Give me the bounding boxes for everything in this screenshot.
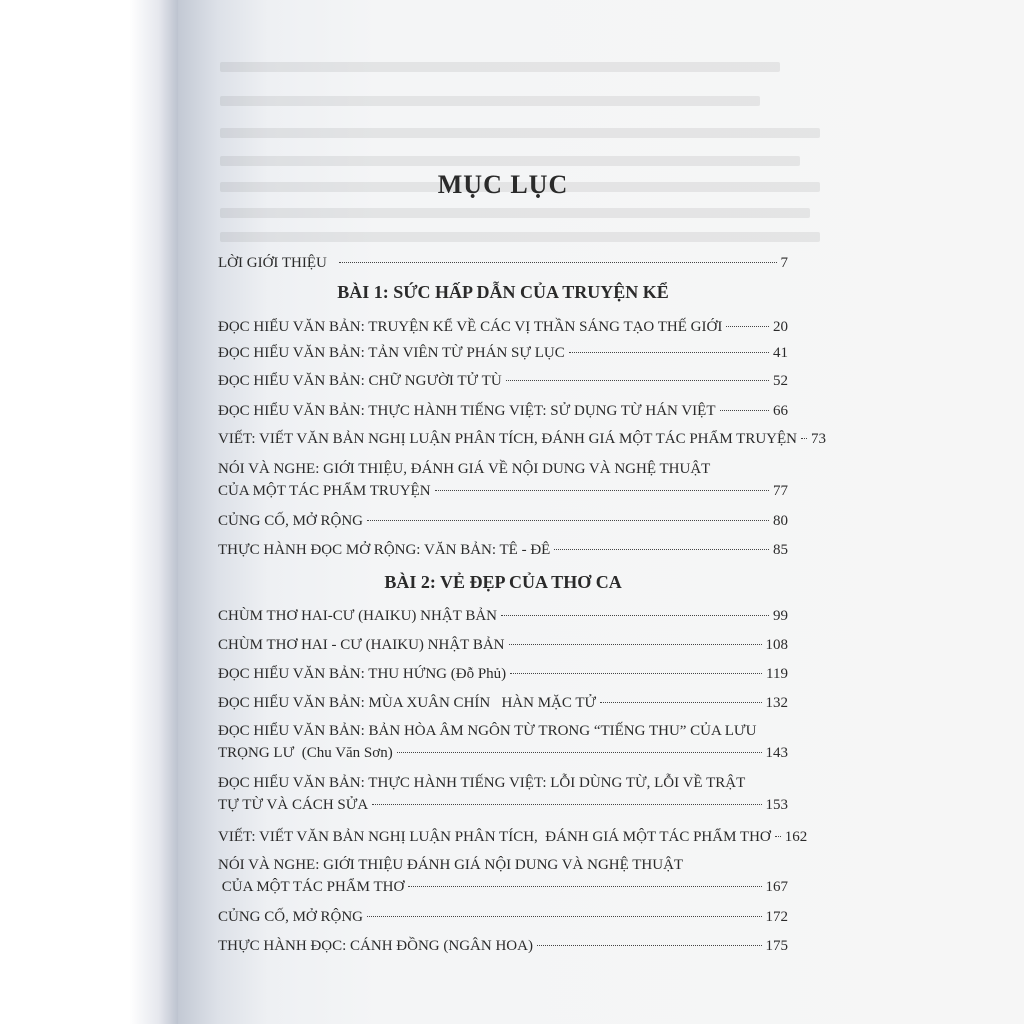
toc-entry — [218, 935, 788, 957]
toc-entry-intro — [218, 252, 788, 274]
toc-page-number: 172 — [765, 909, 788, 925]
toc-entry-text-line1: NÓI VÀ NGHE: GIỚI THIỆU, ĐÁNH GIÁ VỀ NỘI DUNG VÀ NGHỆ THUẬT — [218, 461, 711, 477]
toc-entry-text: ĐỌC HIỂU VĂN BẢN: MÙA XUÂN CHÍN HÀN MẶC TỬ — [218, 695, 597, 711]
dot-leader — [569, 352, 769, 353]
toc-page-number: 153 — [765, 797, 788, 813]
dot-leader — [506, 380, 769, 381]
toc-entry-text: ĐỌC HIỂU VĂN BẢN: THU HỨNG (Đỗ Phủ) — [218, 666, 507, 682]
toc-entry — [218, 370, 788, 392]
toc-entry-text: CHÙM THƠ HAI - CƯ (HAIKU) NHẬT BẢN — [218, 637, 505, 653]
dot-leader — [367, 916, 761, 917]
dot-leader — [367, 520, 769, 521]
section-heading-1: BÀI 1: SỨC HẤP DẪN CỦA TRUYỆN KỂ — [337, 282, 669, 302]
toc-entry-text: ĐỌC HIỂU VĂN BẢN: TRUYỆN KỂ VỀ CÁC VỊ THẦN SÁNG TẠO THẾ GIỚI — [218, 319, 723, 335]
dot-leader — [408, 886, 761, 887]
toc-entry — [218, 692, 788, 714]
toc-entry — [218, 826, 808, 848]
toc-page-number: 85 — [773, 542, 788, 558]
toc-entry — [218, 772, 788, 816]
toc-entry — [218, 510, 788, 532]
toc-entry — [218, 428, 826, 450]
toc-page-number: 175 — [765, 938, 788, 954]
toc-page-number: 132 — [765, 695, 788, 711]
toc-entry-text-line1: ĐỌC HIỂU VĂN BẢN: THỰC HÀNH TIẾNG VIỆT: LỖI DÙNG TỪ, LỖI VỀ TRẬT — [218, 775, 746, 791]
dot-leader — [397, 752, 762, 753]
toc-entry — [218, 720, 788, 764]
toc-page-number: 77 — [773, 483, 788, 499]
toc-page-number: 167 — [765, 879, 788, 895]
toc-entry-text: ĐỌC HIỂU VĂN BẢN: TẢN VIÊN TỪ PHÁN SỰ LỤC — [218, 345, 565, 361]
page-gutter-shadow — [0, 0, 180, 1024]
toc-entry — [218, 854, 788, 898]
toc-entry-text: CỦNG CỐ, MỞ RỘNG — [218, 513, 364, 529]
dot-leader — [537, 945, 762, 946]
toc-entry — [218, 539, 788, 561]
toc-entry-text: VIẾT: VIẾT VĂN BẢN NGHỊ LUẬN PHÂN TÍCH, ĐÁNH GIÁ MỘT TÁC PHẨM TRUYỆN — [218, 431, 797, 447]
dot-leader — [372, 804, 761, 805]
section-heading-2: BÀI 2: VẺ ĐẸP CỦA THƠ CA — [384, 572, 622, 592]
toc-entry-text: LỜI GIỚI THIỆU — [218, 255, 327, 271]
dot-leader — [600, 702, 761, 703]
dot-leader — [501, 615, 769, 616]
dot-leader — [509, 644, 762, 645]
dot-leader — [726, 326, 769, 327]
toc-entry-text: VIẾT: VIẾT VĂN BẢN NGHỊ LUẬN PHÂN TÍCH, ĐÁNH GIÁ MỘT TÁC PHẨM THƠ — [218, 829, 771, 845]
toc-entry-text: ĐỌC HIỂU VĂN BẢN: THỰC HÀNH TIẾNG VIỆT: SỬ DỤNG TỪ HÁN VIỆT — [218, 403, 716, 419]
toc-page-number: 20 — [773, 319, 788, 335]
toc-page-number: 108 — [765, 637, 788, 653]
toc-entry — [218, 605, 788, 627]
toc-entry-text-line1: NÓI VÀ NGHE: GIỚI THIỆU ĐÁNH GIÁ NỘI DUNG VÀ NGHỆ THUẬT — [218, 857, 684, 873]
toc-entry — [218, 316, 788, 338]
toc-page-number: 99 — [773, 608, 788, 624]
toc-entry — [218, 400, 788, 422]
toc-page-number: 80 — [773, 513, 788, 529]
toc-entry-text: CỦNG CỐ, MỞ RỘNG — [218, 909, 364, 925]
toc-entry — [218, 342, 788, 364]
toc-entry-text: CỦA MỘT TÁC PHẨM THƠ — [218, 879, 405, 895]
dot-leader — [339, 262, 777, 263]
page-title: MỤC LỤC — [437, 170, 569, 199]
toc-entry — [218, 663, 788, 685]
toc-page-number: 7 — [780, 255, 788, 271]
toc-entry-text: CỦA MỘT TÁC PHẨM TRUYỆN — [218, 483, 431, 499]
toc-page-number: 52 — [773, 373, 788, 389]
toc-entry-text: TRỌNG LƯ (Chu Văn Sơn) — [218, 745, 393, 761]
toc-page-number: 143 — [765, 745, 788, 761]
toc-page-number: 162 — [784, 829, 808, 845]
dot-leader — [435, 490, 769, 491]
toc-entry-text: THỰC HÀNH ĐỌC MỞ RỘNG: VĂN BẢN: TÊ - ĐÊ — [218, 542, 551, 558]
dot-leader — [775, 836, 781, 837]
toc-page-number: 119 — [766, 666, 788, 682]
dot-leader — [801, 438, 807, 439]
toc-entry-text: CHÙM THƠ HAI-CƯ (HAIKU) NHẬT BẢN — [218, 608, 497, 624]
toc-page-number: 66 — [773, 403, 788, 419]
toc-page-number: 73 — [810, 431, 826, 447]
toc-entry-text: TỰ TỪ VÀ CÁCH SỬA — [218, 797, 369, 813]
dot-leader — [554, 549, 769, 550]
toc-entry — [218, 906, 788, 928]
toc-entry — [218, 458, 788, 502]
toc-entry-text-line1: ĐỌC HIỂU VĂN BẢN: BẢN HÒA ÂM NGÔN TỪ TRONG “TIẾNG THU” CỦA LƯU — [218, 723, 757, 739]
toc-entry-text: ĐỌC HIỂU VĂN BẢN: CHỮ NGƯỜI TỬ TÙ — [218, 373, 502, 389]
toc-entry — [218, 634, 788, 656]
toc-entry-text: THỰC HÀNH ĐỌC: CÁNH ĐỒNG (NGÂN HOA) — [218, 938, 533, 954]
dot-leader — [510, 673, 762, 674]
toc-page-number: 41 — [773, 345, 788, 361]
dot-leader — [720, 410, 770, 411]
